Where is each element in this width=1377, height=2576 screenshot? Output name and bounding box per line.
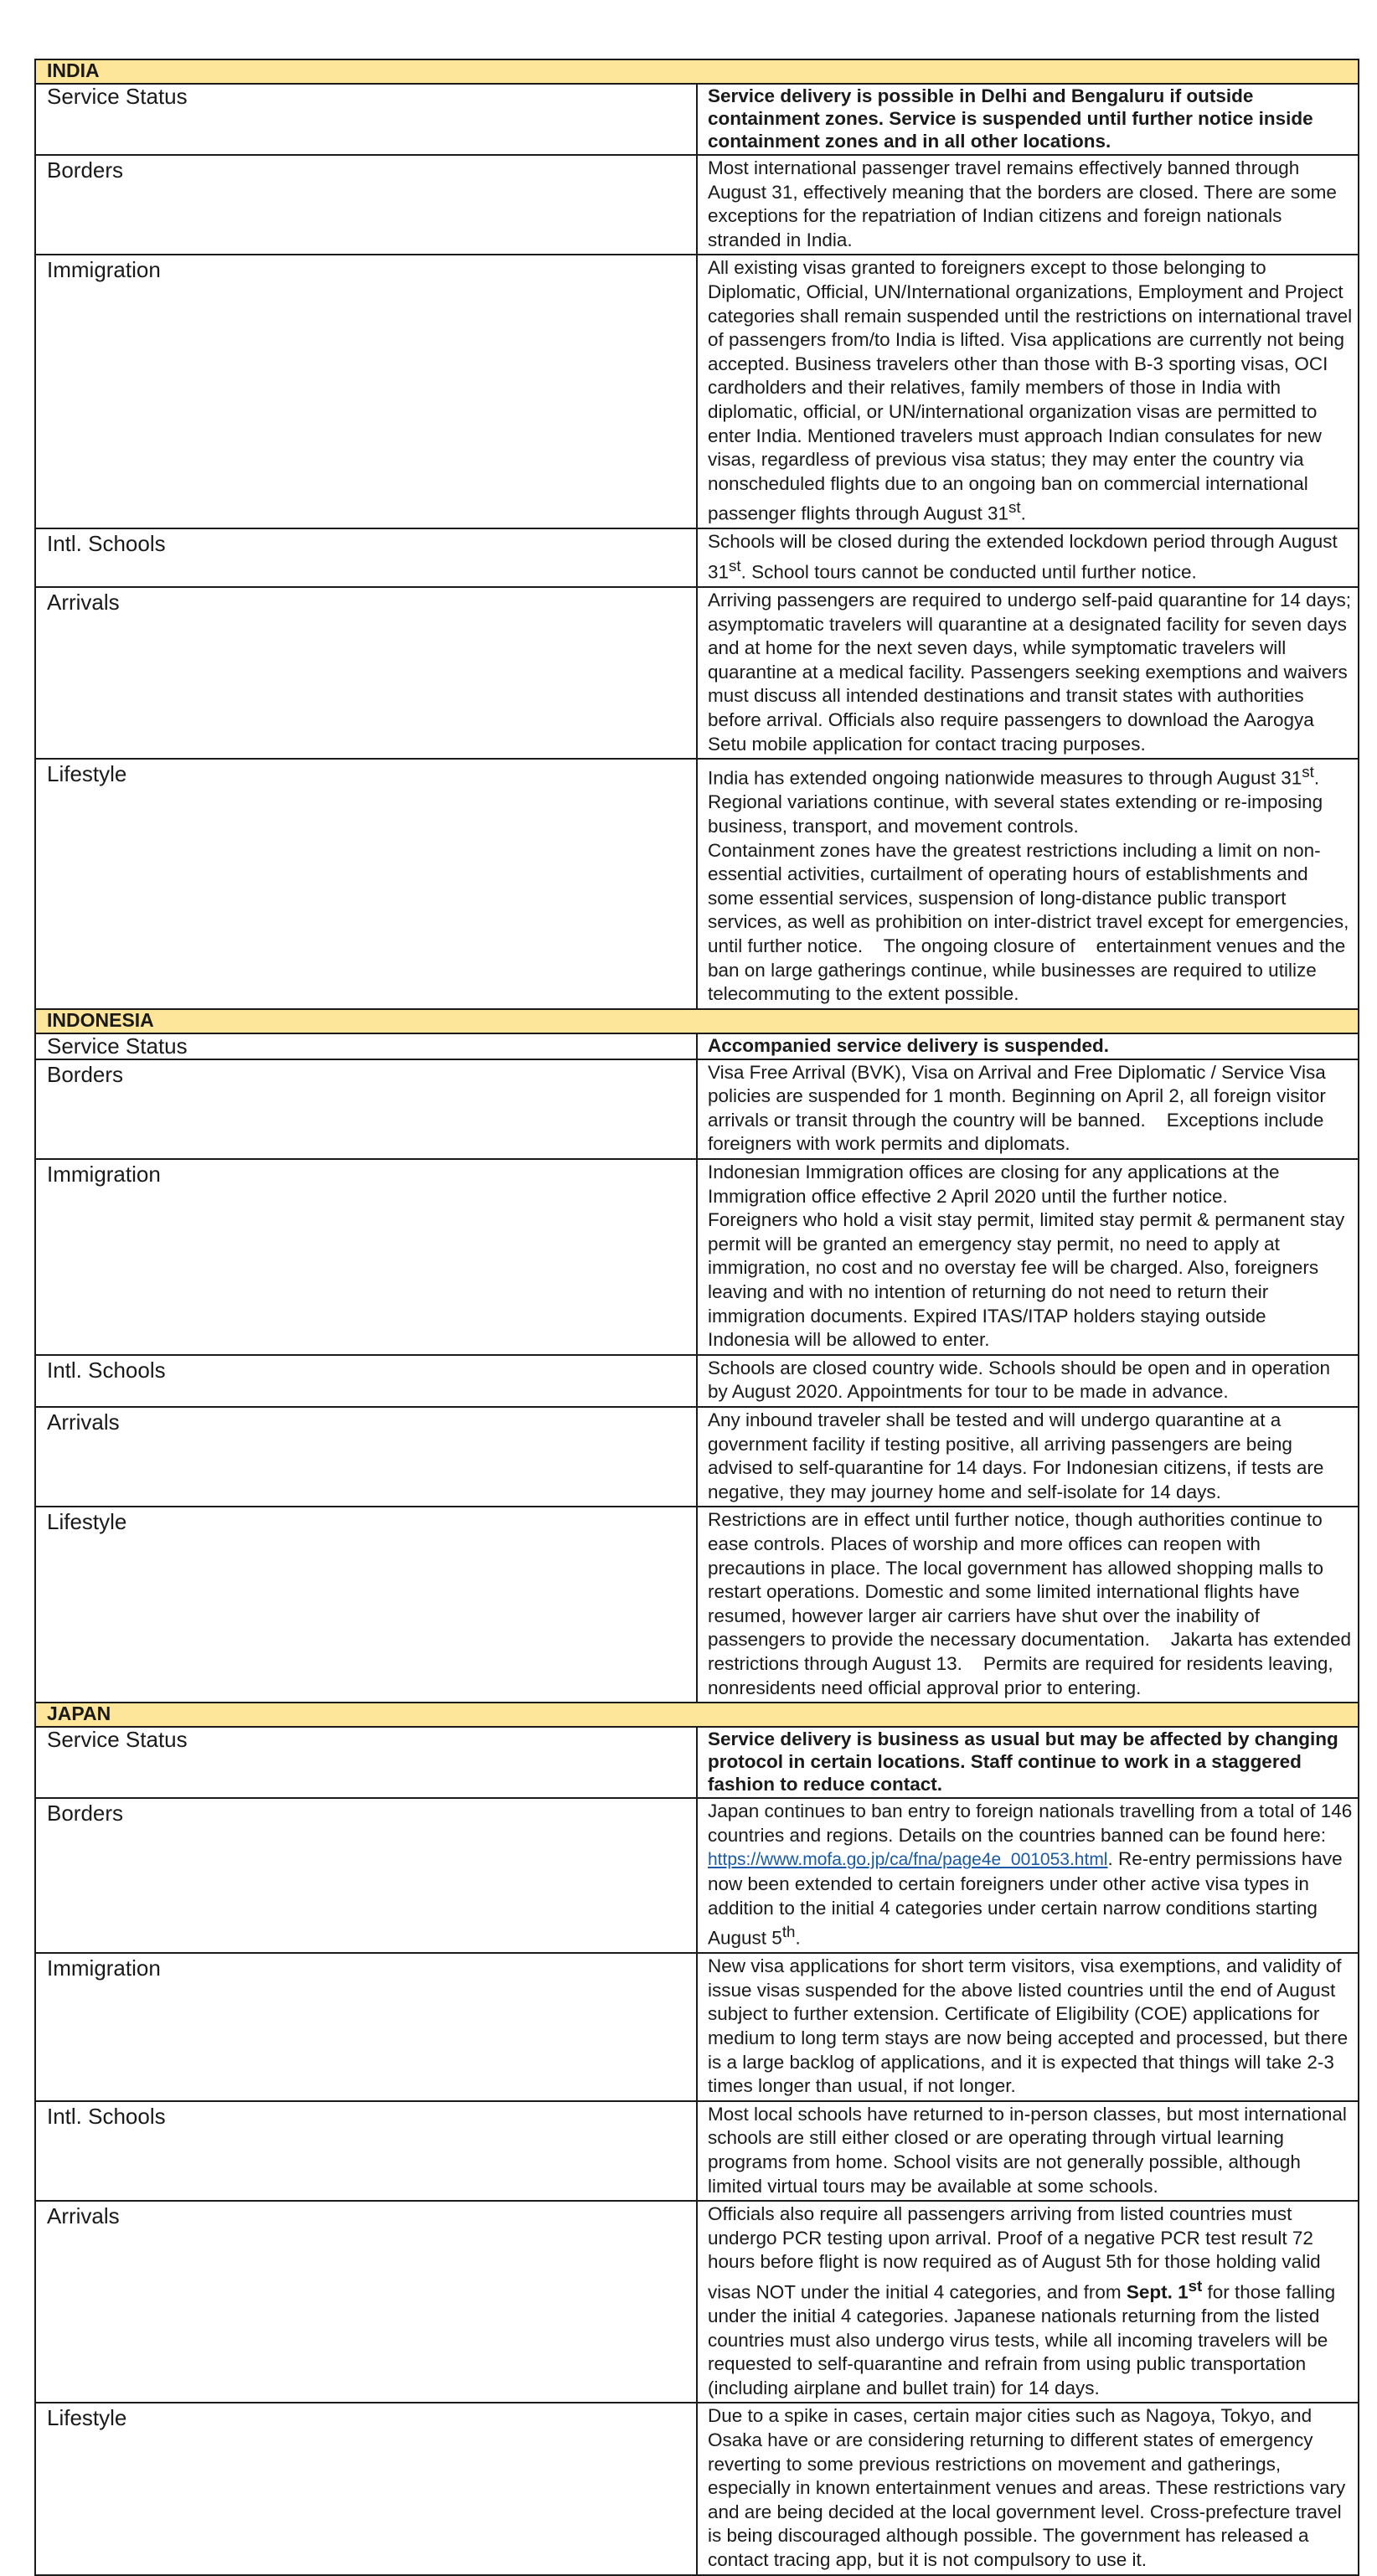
table-row bbox=[35, 528, 1359, 587]
country-header-india bbox=[35, 59, 1359, 84]
table-row bbox=[35, 759, 1359, 1008]
table-row bbox=[35, 2403, 1359, 2574]
country-header-japan bbox=[35, 1703, 1359, 1727]
table-row bbox=[35, 1355, 1359, 1407]
schools-text: Most local schools have returned to in-person classes, but most international schools are still either closed or are operating through virtual learning programs from home. School visits are not generally possible, although limited virtual tours may be available at some schools. bbox=[697, 2101, 1359, 2201]
row-label: Intl. Schools bbox=[35, 2101, 697, 2201]
document-page bbox=[34, 59, 1359, 2576]
schools-text: Schools will be closed during the extended lockdown period through August 31st. School tours cannot be conducted until further notice. bbox=[697, 528, 1359, 587]
immigration-text: All existing visas granted to foreigners except to those belonging to Diplomatic, Official, UN/International organizations, Employment and Project categories shall remain suspended until the restrictions on international travel of passengers from/to India is lifted. Visa applications are currently not being accepted. Business travelers other than those with B-3 sporting visas, OCI cardholders and their relatives, family members of those in India with diplomatic, official, or UN/international organization visas are permitted to enter India. Mentioned travelers must approach Indian consulates for new visas, regardless of previous visa status; they may enter the country via nonscheduled flights due to an ongoing ban on commercial international passenger flights through August 31st. bbox=[697, 255, 1359, 528]
borders-text: Most international passenger travel remains effectively banned through August 31, effectively meaning that the borders are closed. There are some exceptions for the repatriation of Indian citizens and foreign nationals stranded in India. bbox=[697, 155, 1359, 255]
country-name: INDONESIA bbox=[35, 1009, 1359, 1033]
country-name: INDIA bbox=[35, 59, 1359, 84]
lifestyle-text: India has extended ongoing nationwide measures to through August 31st. Regional variations continue, with several states extending or re-imposing business, transport, and movement controls. Containment zones have the greatest restrictions including a limit on non-essential activities, curtailment of operating hours of establishments and some essential services, suspension of long-distance public transport services, as well as prohibition on inter-district travel except for emergencies, until further notice. The ongoing closure of entertainment venues and the ban on large gatherings continue, while businesses are required to utilize telecommuting to the extent possible. bbox=[697, 759, 1359, 1008]
mofa-link[interactable]: https://www.mofa.go.jp/ca/fna/page4e_001053.html bbox=[708, 1850, 1108, 1870]
service-status-text: Accompanied service delivery is suspended. bbox=[697, 1033, 1359, 1059]
table-row bbox=[35, 255, 1359, 528]
row-label: Immigration bbox=[35, 255, 697, 528]
row-label: Intl. Schools bbox=[35, 1355, 697, 1407]
table-row bbox=[35, 84, 1359, 155]
arrivals-text: Officials also require all passengers arriving from listed countries must undergo PCR testing upon arrival. Proof of a negative PCR test result 72 hours before flight is now required as of August 5th for those holding valid visas NOT under the initial 4 categories, and from Sept. 1st for those falling under the initial 4 categories. Japanese nationals returning from the listed countries must also undergo virus tests, while all incoming travelers will be requested to self-quarantine and refrain from using public transportation (including airplane and bullet train) for 14 days. bbox=[697, 2201, 1359, 2403]
table-row bbox=[35, 155, 1359, 255]
lifestyle-text: Restrictions are in effect until further notice, though authorities continue to ease controls. Places of worship and more offices can reopen with precautions in place. The local government has allowed shopping malls to restart operations. Domestic and some limited international flights have resumed, however larger air carriers have shut over the inability of passengers to provide the necessary documentation. Jakarta has extended restrictions through August 13. Permits are required for residents leaving, nonresidents need official approval prior to entering. bbox=[697, 1507, 1359, 1703]
row-label: Borders bbox=[35, 1059, 697, 1159]
immigration-text: New visa applications for short term visitors, visa exemptions, and validity of issue visas suspended for the above listed countries until the end of August subject to further extension. Certificate of Eligibility (COE) applications for medium to long term stays are now being accepted and processed, but there is a large backlog of applications, and it is expected that things will take 2-3 times longer than usual, if not longer. bbox=[697, 1953, 1359, 2101]
service-status-text: Service delivery is possible in Delhi and Bengaluru if outside containment zones. Service is suspended until further notice inside containment zones and in all other locations. bbox=[697, 84, 1359, 155]
row-label: Service Status bbox=[35, 1033, 697, 1059]
table-row bbox=[35, 1059, 1359, 1159]
row-label: Borders bbox=[35, 155, 697, 255]
row-label: Immigration bbox=[35, 1953, 697, 2101]
table-row bbox=[35, 1159, 1359, 1355]
row-label: Borders bbox=[35, 1798, 697, 1953]
immigration-text: Indonesian Immigration offices are closing for any applications at the Immigration office effective 2 April 2020 until the further notice. Foreigners who hold a visit stay permit, limited stay permit & permanent stay permit will be granted an emergency stay permit, no need to apply at immigration, no cost and no overstay fee will be charged. Also, foreigners leaving and with no intention of returning do not need to return their immigration documents. Expired ITAS/ITAP holders staying outside Indonesia will be allowed to enter. bbox=[697, 1159, 1359, 1355]
row-label: Lifestyle bbox=[35, 2403, 697, 2574]
row-label: Service Status bbox=[35, 1727, 697, 1798]
borders-text: Japan continues to ban entry to foreign nationals travelling from a total of 146 countries and regions. Details on the countries banned can be found here: https://www.mofa.go.jp/ca/fna/page4e_001053.html. Re-entry permissions have now been extended to certain foreigners under other active visa types in addition to the initial 4 categories under certain narrow conditions starting August 5th. bbox=[697, 1798, 1359, 1953]
country-name: JAPAN bbox=[35, 1703, 1359, 1727]
row-label: Service Status bbox=[35, 84, 697, 155]
row-label: Arrivals bbox=[35, 2201, 697, 2403]
table-row bbox=[35, 1407, 1359, 1507]
row-label: Lifestyle bbox=[35, 759, 697, 1008]
arrivals-text: Arriving passengers are required to undergo self-paid quarantine for 14 days; asymptomatic travelers will quarantine at a designated facility for seven days and at home for the next seven days, while symptomatic travelers will quarantine at a medical facility. Passengers seeking exemptions and waivers must discuss all intended destinations and transit states with authorities before arrival. Officials also require passengers to download the Aarogya Setu mobile application for contact tracing purposes. bbox=[697, 587, 1359, 759]
table-row bbox=[35, 1033, 1359, 1059]
table-row bbox=[35, 2101, 1359, 2201]
arrivals-text: Any inbound traveler shall be tested and will undergo quarantine at a government facility if testing positive, all arriving passengers are being advised to self-quarantine for 14 days. For Indonesian citizens, if tests are negative, they may journey home and self-isolate for 14 days. bbox=[697, 1407, 1359, 1507]
table-row bbox=[35, 587, 1359, 759]
row-label: Arrivals bbox=[35, 587, 697, 759]
service-status-text: Service delivery is business as usual but may be affected by changing protocol in certain locations. Staff continue to work in a staggered fashion to reduce contact. bbox=[697, 1727, 1359, 1798]
row-label: Immigration bbox=[35, 1159, 697, 1355]
borders-text: Visa Free Arrival (BVK), Visa on Arrival and Free Diplomatic / Service Visa policies are suspended for 1 month. Beginning on April 2, all foreign visitor arrivals or transit through the country will be banned. Exceptions include foreigners with work permits and diplomats. bbox=[697, 1059, 1359, 1159]
country-status-table bbox=[34, 59, 1359, 2576]
table-row bbox=[35, 1727, 1359, 1798]
row-label: Lifestyle bbox=[35, 1507, 697, 1703]
row-label: Arrivals bbox=[35, 1407, 697, 1507]
table-row bbox=[35, 1798, 1359, 1953]
country-header-indonesia bbox=[35, 1009, 1359, 1033]
table-row bbox=[35, 1953, 1359, 2101]
row-label: Intl. Schools bbox=[35, 528, 697, 587]
schools-text: Schools are closed country wide. Schools should be open and in operation by August 2020. Appointments for tour to be made in advance. bbox=[697, 1355, 1359, 1407]
table-row bbox=[35, 2201, 1359, 2403]
lifestyle-text: Due to a spike in cases, certain major cities such as Nagoya, Tokyo, and Osaka have or are considering returning to different states of emergency reverting to some previous restrictions on movement and gatherings, especially in known entertainment venues and areas. These restrictions vary and are being decided at the local government level. Cross-prefecture travel is being discouraged although possible. The government has released a contact tracing app, but it is not compulsory to use it. bbox=[697, 2403, 1359, 2574]
table-row bbox=[35, 1507, 1359, 1703]
